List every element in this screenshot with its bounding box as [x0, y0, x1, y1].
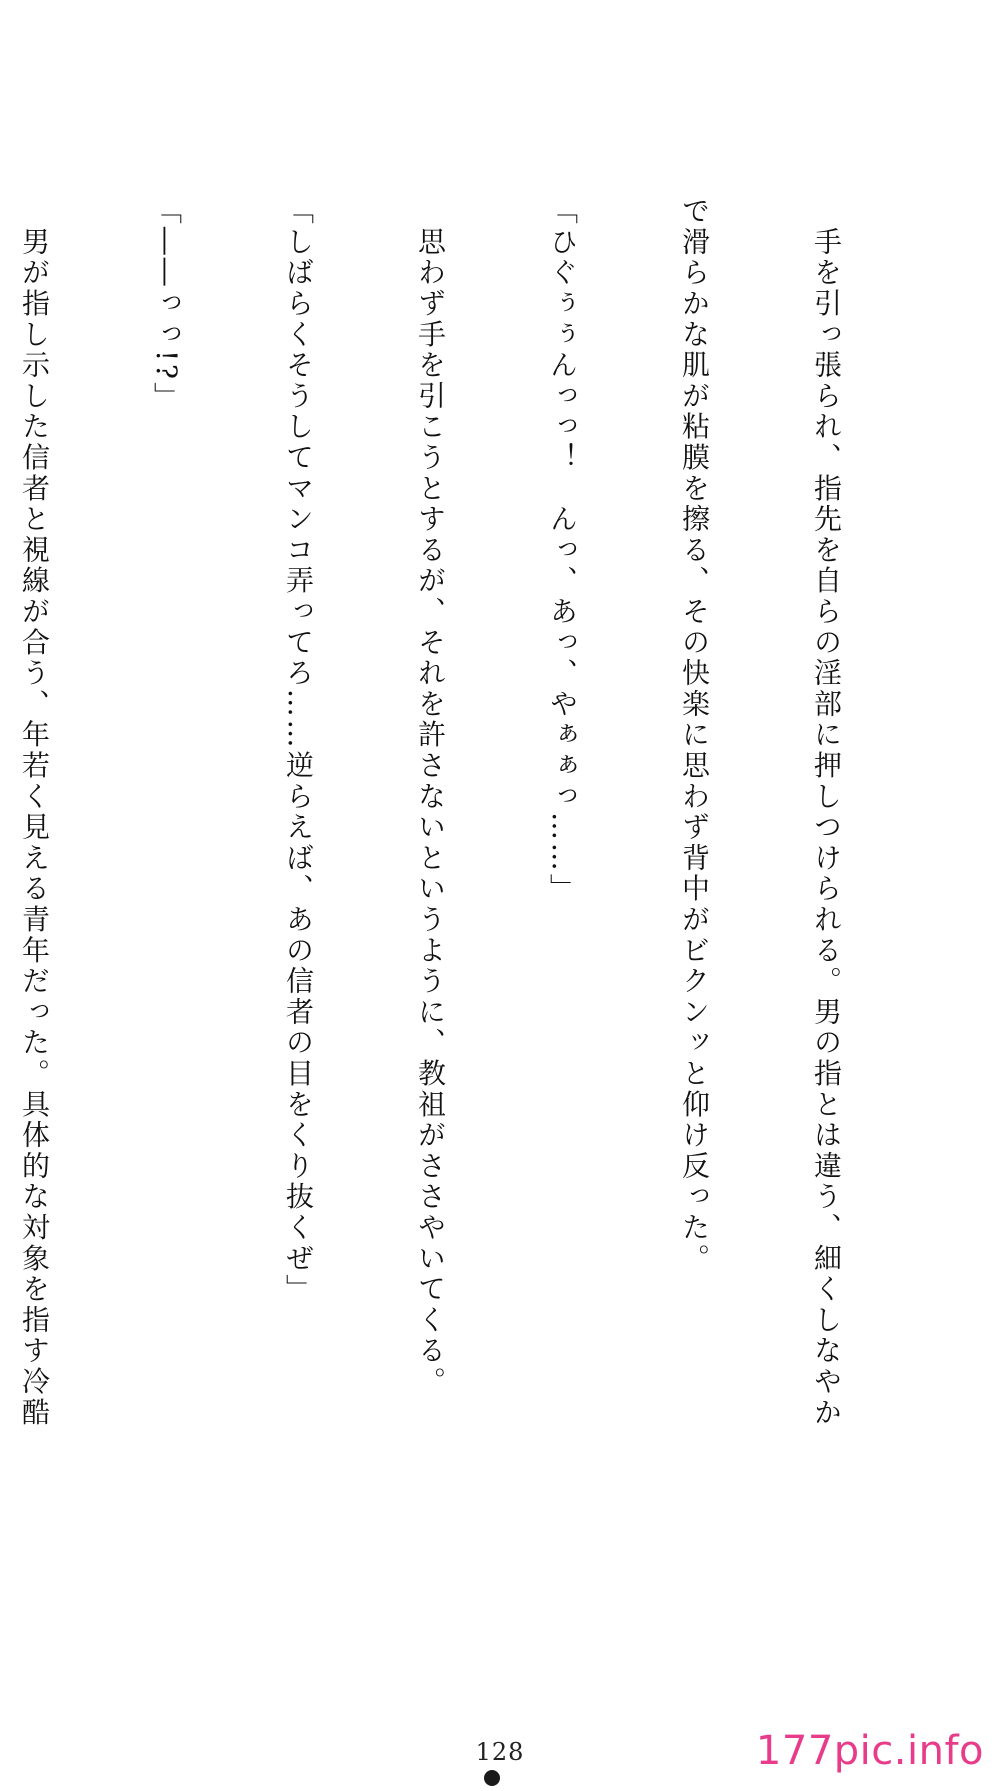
text-line: 「しばらくそうしてマンコ弄ってろ……逆らえば、あの信者の目をくり抜くぜ」	[282, 196, 315, 1305]
vertical-body-text	[18, 196, 936, 1496]
page-number: 128	[475, 1738, 525, 1766]
text-line: 「ひぐぅぅんっっ！ んっ、あっ、やぁぁっ……」	[546, 196, 579, 905]
text-line: 手を引っ張られ、指先を自らの淫部に押しつけられる。男の指とは違う、細くしなやか	[810, 196, 843, 1428]
text-line: 「――っっ!?」	[150, 196, 183, 413]
watermark: 177pic.info	[755, 1728, 984, 1774]
text-line: 思わず手を引こうとするが、それを許さないというように、教祖がささやいてくる。	[414, 196, 447, 1398]
text-line: 男が指し示した信者と視線が合う、年若く見える青年だった。具体的な対象を指す冷酷	[18, 196, 51, 1428]
text-line: で滑らかな肌が粘膜を擦る、その快楽に思わず背中がビクンッと仰け反った。	[678, 196, 711, 1274]
page-dot-icon	[484, 1770, 500, 1786]
